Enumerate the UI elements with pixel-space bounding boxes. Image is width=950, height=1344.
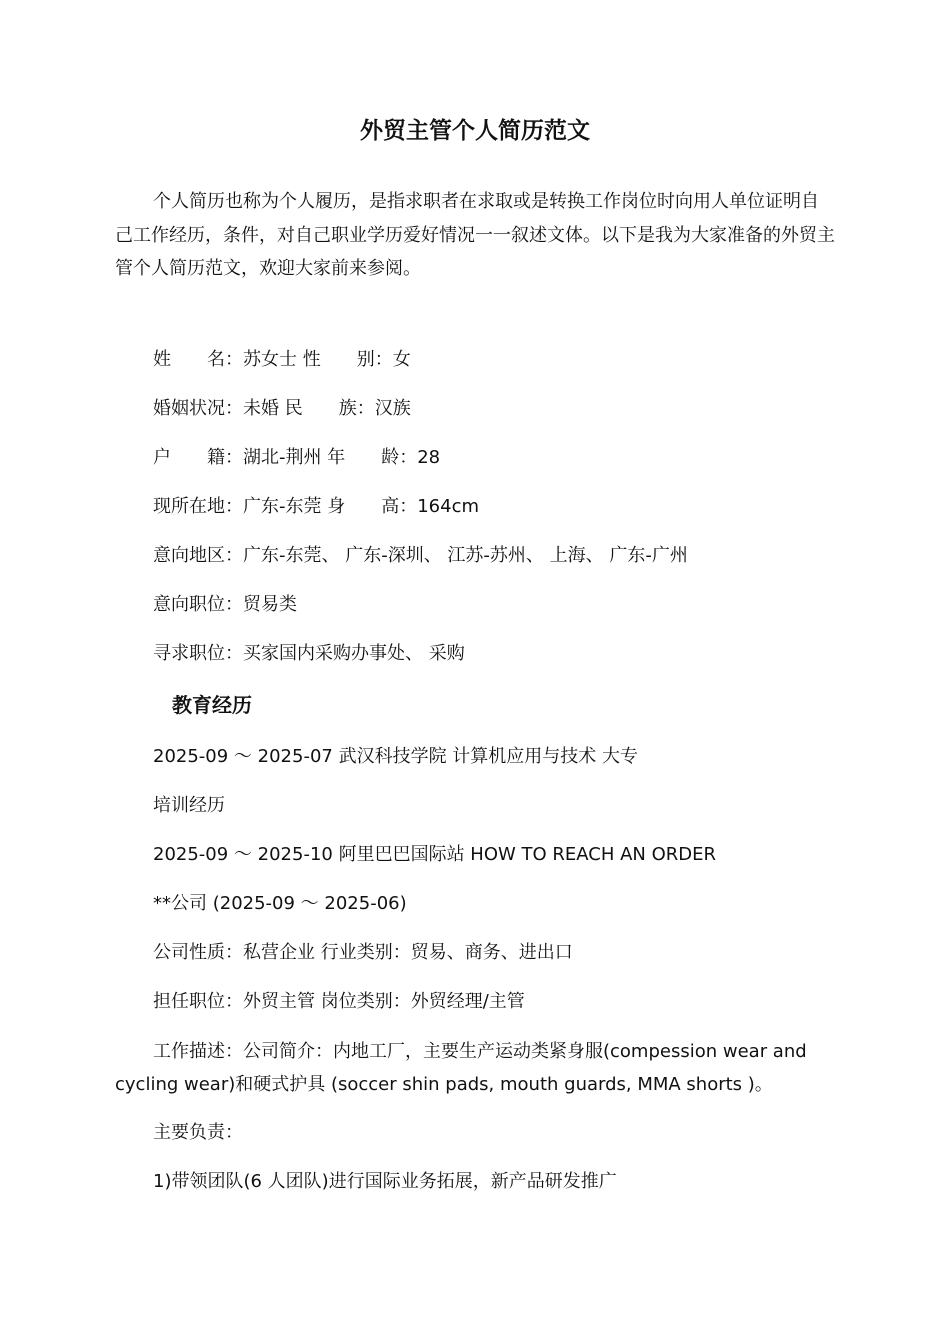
profile-marital-ethnicity: 婚姻状况：未婚 民 族：汉族 [153,398,411,419]
education-heading: 教育经历 [172,693,252,717]
intro-paragraph: 个人简历也称为个人履历，是指求职者在求取或是转换工作岗位时向用人单位证明自己工作经历，条件，对自己职业学历爱好情况一一叙述文体。以下是我为大家准备的外贸主管个人简历范文，欢迎大家前来参阅。 [115,191,835,279]
profile-location-height: 现所在地：广东-东莞 身 高：164cm [153,496,480,517]
work-description: 工作描述：公司简介：内地工厂，主要生产运动类紧身服(compession wear and cycling wear)和硬式护具 (soccer shin pads, mouth guards, MMA shorts )。 [115,1041,807,1095]
position-line: 担任职位：外贸主管 岗位类别：外贸经理/主管 [153,991,525,1012]
profile-seeking-position: 寻求职位：买家国内采购办事处、 采购 [153,643,465,664]
document-title: 外贸主管个人简历范文 [360,118,590,144]
training-heading: 培训经历 [153,795,225,816]
profile-preferred-position: 意向职位：贸易类 [153,594,297,615]
company-nature: 公司性质：私营企业 行业类别：贸易、商务、进出口 [153,942,573,963]
profile-name-gender: 姓 名：苏女士 性 别：女 [153,349,411,370]
company-line: **公司 (2025-09 ～ 2025-06) [153,893,407,914]
responsibility-item: 1)带领团队(6 人团队)进行国际业务拓展，新产品研发推广 [153,1171,617,1192]
training-entry: 2025-09 ～ 2025-10 阿里巴巴国际站 HOW TO REACH AN ORDER [153,844,717,865]
responsibilities-heading: 主要负责： [153,1122,243,1143]
profile-hometown-age: 户 籍：湖北-荆州 年 龄：28 [153,447,441,468]
profile-preferred-regions: 意向地区：广东-东莞、 广东-深圳、 江苏-苏州、 上海、 广东-广州 [153,545,688,566]
education-entry: 2025-09 ～ 2025-07 武汉科技学院 计算机应用与技术 大专 [153,746,639,767]
